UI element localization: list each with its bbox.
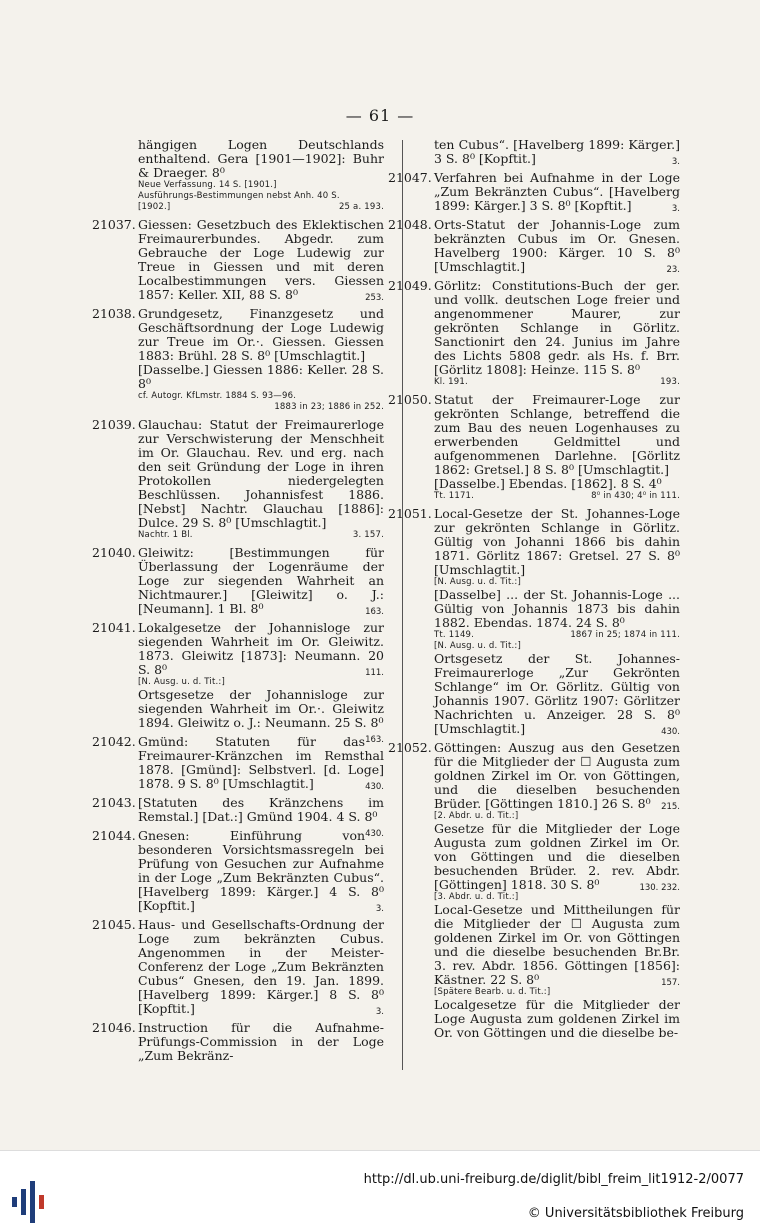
bibliographic-note	[138, 402, 384, 413]
entry-description	[434, 741, 680, 811]
entry-variant	[138, 363, 384, 391]
entry-number: 21037.	[92, 217, 136, 232]
note-text: Nachtr. 1 Bl.	[138, 530, 193, 540]
entry-number: 21045.	[92, 917, 136, 932]
catalog-entry	[388, 138, 680, 166]
bibliographic-note	[434, 377, 680, 388]
note-text: cf. Autogr. KfLmstr. 1884 S. 93—96.	[138, 391, 297, 401]
holding-reference: 1867 in 25; 1874 in 111.	[570, 630, 680, 640]
holding-reference: 1883 in 23; 1886 in 252.	[274, 402, 384, 412]
bibliographic-note	[138, 530, 384, 541]
note-text: Tt. 1171.	[434, 491, 475, 501]
entry-description-text: Gmünd: Statuten für das Freimaurer-Kränzchen im Remsthal 1878. [Gmünd]: Selbstverl. [d. Loge] 1878. 9 S. 8⁰ [Umschlagtit.]	[138, 734, 384, 791]
page-number: — 61 —	[345, 106, 415, 125]
entry-description	[138, 1021, 384, 1063]
note-text: Ausführungs-Bestimmungen nebst Anh. 40 S.	[138, 191, 340, 201]
edition-note: [N. Ausg. u. d. Tit.:]	[434, 577, 522, 587]
catalog-entry	[92, 307, 384, 413]
holding-reference: 253.	[365, 293, 384, 303]
catalog-entry	[388, 279, 680, 388]
entry-variant-text: [Dasselbe] ... der St. Johannis-Loge ... Gültig von Johannis 1873 bis dahin 1882. Ebendas. 1874. 24 S. 8⁰	[434, 587, 680, 630]
ub-freiburg-logo-icon	[10, 1181, 50, 1223]
edition-note: [Spätere Bearb. u. d. Tit.:]	[434, 987, 551, 997]
entry-description-text: Giessen: Gesetzbuch des Eklektischen Freimaurerbundes. Abgedr. zum Gebrauche der Loge Ludewig zur Treue in Giessen und mit deren Localbestimmungen vers. Giessen 1857: Keller. XII, 88 S. 8⁰	[138, 217, 384, 302]
entry-description	[138, 918, 384, 1016]
entry-description-text: [Statuten des Kränzchens im Remstal.] [Dat.:] Gmünd 1904. 4 S. 8⁰	[138, 795, 384, 824]
holding-reference: 215.	[661, 802, 680, 812]
holding-reference: 3.	[671, 157, 680, 167]
catalog-entry	[92, 918, 384, 1016]
entry-variant	[434, 998, 680, 1040]
holding-reference: 111.	[365, 668, 384, 678]
entry-number: 21043.	[92, 795, 136, 810]
copyright-text: © Universitätsbibliothek Freiburg	[527, 1206, 744, 1221]
catalog-entry	[92, 546, 384, 616]
right-column	[388, 138, 680, 1045]
entry-number: 21044.	[92, 828, 136, 843]
holding-reference: 193.	[660, 377, 680, 387]
holding-reference: 157.	[661, 978, 680, 988]
catalog-entry	[388, 171, 680, 213]
entry-description-text: Görlitz: Constitutions-Buch der ger. und vollk. deutschen Loge freier und angenommener Maurer, zur gekrönten Schlange in Görlitz. Sanctionirt den 24. Junius im Jahre des Lichts 5808 gedr. als Hs. f. Brr. [Görlitz 1808]: Heinze. 115 S. 8⁰	[434, 278, 680, 377]
holding-reference: 25 a. 193.	[338, 202, 384, 212]
entry-description-text: Haus- und Gesellschafts-Ordnung der Loge zum bekränzten Cubus. Angenommen in der Meister-Conferenz der Loge „Zum Bekränzten Cubus“ Gnesen, den 19. Jan. 1899. [Havelberg 1899: Kärger.] 8 S. 8⁰ [Kopftit.]	[138, 917, 384, 1016]
holding-reference: 8⁰ in 430; 4⁰ in 111.	[591, 491, 680, 501]
entry-description	[138, 735, 384, 791]
edition-note: [3. Abdr. u. d. Tit.:]	[434, 892, 519, 902]
entry-description-text: Instruction für die Aufnahme-Prüfungs-Commission in der Loge „Zum Bekränz-	[138, 1020, 384, 1063]
entry-description	[434, 393, 680, 477]
entry-description-text: ten Cubus“. [Havelberg 1899: Kärger.] 3 S. 8⁰ [Kopftit.]	[434, 137, 680, 166]
entry-description	[434, 138, 680, 166]
note-text: Kl. 191.	[434, 377, 468, 387]
entry-description	[138, 138, 384, 180]
entry-variant-text: [Dasselbe.] Ebendas. [1862]. 8 S. 4⁰	[434, 476, 662, 491]
entry-description	[138, 218, 384, 302]
entry-variant	[434, 588, 680, 630]
bibliographic-note	[138, 202, 384, 213]
entry-number: 21039.	[92, 417, 136, 432]
bibliographic-note	[434, 491, 680, 502]
edition-note: [N. Ausg. u. d. Tit.:]	[138, 677, 226, 687]
entry-description	[138, 829, 384, 913]
entry-number: 21040.	[92, 545, 136, 560]
entry-description-text: Statut der Freimaurer-Loge zur gekrönten Schlange, betreffend die zum Bau des neuen Logenhauses zu erwerbenden Geldmittel und aufgenommenen Darlehne. [Görlitz 1862: Gretsel.] 8 S. 8⁰ [Umschlagtit.]	[434, 392, 680, 477]
entry-number: 21046.	[92, 1020, 136, 1035]
holding-reference: 130. 232.	[639, 883, 680, 893]
holding-reference: 430.	[365, 782, 384, 792]
entry-number: 21048.	[388, 217, 432, 232]
entry-variant	[138, 687, 384, 745]
bibliographic-note	[138, 180, 384, 191]
bibliographic-note	[138, 391, 384, 402]
holding-reference: 3.	[671, 204, 680, 214]
entry-number: 21050.	[388, 392, 432, 407]
note-text: Neue Verfassung. 14 S. [1901.]	[138, 180, 277, 190]
entry-number: 21051.	[388, 506, 432, 521]
entry-description-text: Grundgesetz, Finanzgesetz und Geschäftsordnung der Loge Ludewig zur Treue im Or.·. Giessen. Giessen 1883: Brühl. 28 S. 8⁰ [Umschlagtit.]	[138, 306, 384, 363]
holding-reference: 3. 157.	[352, 530, 384, 540]
entry-description	[434, 279, 680, 377]
entry-variant-text: Local-Gesetze und Mittheilungen für die Mitglieder der ☐ Augusta zum goldenen Zirkel im Or. von Göttingen und die dieselbe besuchenden Br.Br. 3. rev. Abdr. 1856. Göttingen [1856]: Kästner. 22 S. 8⁰	[434, 902, 680, 987]
entry-description	[138, 546, 384, 616]
entry-description	[138, 621, 384, 677]
entry-description	[138, 307, 384, 363]
entry-description	[138, 418, 384, 530]
note-text: Tt. 1149.	[434, 630, 475, 640]
catalog-entry	[92, 418, 384, 541]
holding-reference: 3.	[375, 904, 384, 914]
holding-reference: 163.	[365, 735, 384, 745]
entry-description-text: Orts-Statut der Johannis-Loge zum bekränzten Cubus im Or. Gnesen. Havelberg 1900: Kärger. 10 S. 8⁰ [Umschlagtit.]	[434, 217, 680, 274]
entry-description-text: Gleiwitz: [Bestimmungen für Überlassung der Logenräume der Loge zur siegenden Wahrheit an Nichtmaurer.] [Gleiwitz] o. J.: [Neumann]. 1 Bl. 8⁰	[138, 545, 384, 616]
catalog-entry	[92, 138, 384, 213]
entry-number: 21042.	[92, 734, 136, 749]
entry-number: 21049.	[388, 278, 432, 293]
holding-reference: 23.	[666, 265, 680, 275]
catalog-entry	[92, 829, 384, 913]
entry-description	[434, 171, 680, 213]
holding-reference: 163.	[365, 607, 384, 617]
catalog-entry	[388, 218, 680, 274]
entry-description	[138, 795, 384, 839]
holding-reference: 430.	[365, 829, 384, 839]
entry-description	[434, 507, 680, 577]
entry-variant	[434, 477, 680, 491]
entry-number: 21038.	[92, 306, 136, 321]
entry-variant	[434, 903, 680, 987]
edition-note: [N. Ausg. u. d. Tit.:]	[434, 641, 522, 651]
entry-variant	[434, 822, 680, 892]
entry-variant-text: [Dasselbe.] Giessen 1886: Keller. 28 S. 8⁰	[138, 362, 384, 391]
entry-number: 21047.	[388, 170, 432, 185]
entry-description-text: hängigen Logen Deutschlands enthaltend. Gera [1901—1902]: Buhr & Draeger. 8⁰	[138, 137, 384, 180]
entry-number: 21041.	[92, 620, 136, 635]
entry-description-text: Göttingen: Auszug aus den Gesetzen für die Mitglieder der ☐ Augusta zum goldnen Zirkel im Or. von Göttingen, und die dieselben besuchenden Brüder. [Göttingen 1810.] 26 S. 8⁰	[434, 740, 680, 811]
entry-description-text: Verfahren bei Aufnahme in der Loge „Zum Bekränzten Cubus“. [Havelberg 1899: Kärger.] 3 S. 8⁰ [Kopftit.]	[434, 170, 680, 213]
entry-number: 21052.	[388, 740, 432, 755]
left-column	[92, 138, 384, 1068]
catalog-entry	[92, 1021, 384, 1063]
entry-variant-text: Ortsgesetze der Johannisloge zur siegenden Wahrheit im Or.·. Gleiwitz 1894. Gleiwitz o. J.: Neumann. 25 S. 8⁰	[138, 687, 384, 730]
entry-description-text: Local-Gesetze der St. Johannes-Loge zur gekrönten Schlange in Görlitz. Gültig von Johanni 1866 bis dahin 1871. Görlitz 1867: Gretsel. 27 S. 8⁰ [Umschlagtit.]	[434, 506, 680, 577]
entry-variant-text: Gesetze für die Mitglieder der Loge Augusta zum goldnen Zirkel im Or. von Göttingen und die dieselben besuchenden Brüder. 2. rev. Abdr. [Göttingen] 1818. 30 S. 8⁰	[434, 821, 680, 892]
catalog-entry	[92, 218, 384, 302]
entry-variant	[434, 652, 680, 736]
catalog-entry	[388, 507, 680, 736]
edition-note: [2. Abdr. u. d. Tit.:]	[434, 811, 519, 821]
entry-variant-text: Localgesetze für die Mitglieder der Loge Augusta zum goldenen Zirkel im Or. von Göttingen und die dieselbe be-	[434, 997, 680, 1040]
entry-description-text: Lokalgesetze der Johannisloge zur siegenden Wahrheit im Or. Gleiwitz. 1873. Gleiwitz [1873]: Neumann. 20 S. 8⁰	[138, 620, 384, 677]
holding-reference: 430.	[661, 727, 680, 737]
bibliographic-note	[434, 630, 680, 641]
note-text: [1902.]	[138, 202, 171, 212]
catalog-entry	[92, 735, 384, 791]
entry-description-text: Gnesen: Einführung von besonderen Vorsichtsmassregeln bei Prüfung von Gesuchen zur Aufnahme in der Loge „Zum Bekränzten Cubus“. [Havelberg 1899: Kärger.] 4 S. 8⁰ [Kopftit.]	[138, 828, 384, 913]
catalog-entry	[388, 741, 680, 1040]
viewer-footer	[0, 1150, 760, 1230]
entry-description-text: Glauchau: Statut der Freimaurerloge zur Verschwisterung der Menschheit im Or. Glauchau. Rev. und erg. nach den seit Gründung der Loge in ihren Protokollen niedergelegten Beschlüssen. Johannisfest 1886. [Nebst] Nachtr. Glauchau [1886]: Dulce. 29 S. 8⁰ [Umschlagtit.]	[138, 417, 384, 530]
catalog-entry	[388, 393, 680, 502]
bibliographic-note	[138, 191, 384, 202]
permalink-url[interactable]: http://dl.ub.uni-freiburg.de/diglit/bibl_freim_lit1912-2/0077	[363, 1172, 744, 1187]
entry-description	[434, 218, 680, 274]
holding-reference: 3.	[375, 1007, 384, 1017]
entry-variant-text: Ortsgesetz der St. Johannes-Freimaurerloge „Zur Gekrönten Schlange“ im Or. Görlitz. Gültig von Johannis 1907. Görlitz 1907: Görlitzer Nachrichten u. Anzeiger. 28 S. 8⁰ [Umschlagtit.]	[434, 651, 680, 736]
